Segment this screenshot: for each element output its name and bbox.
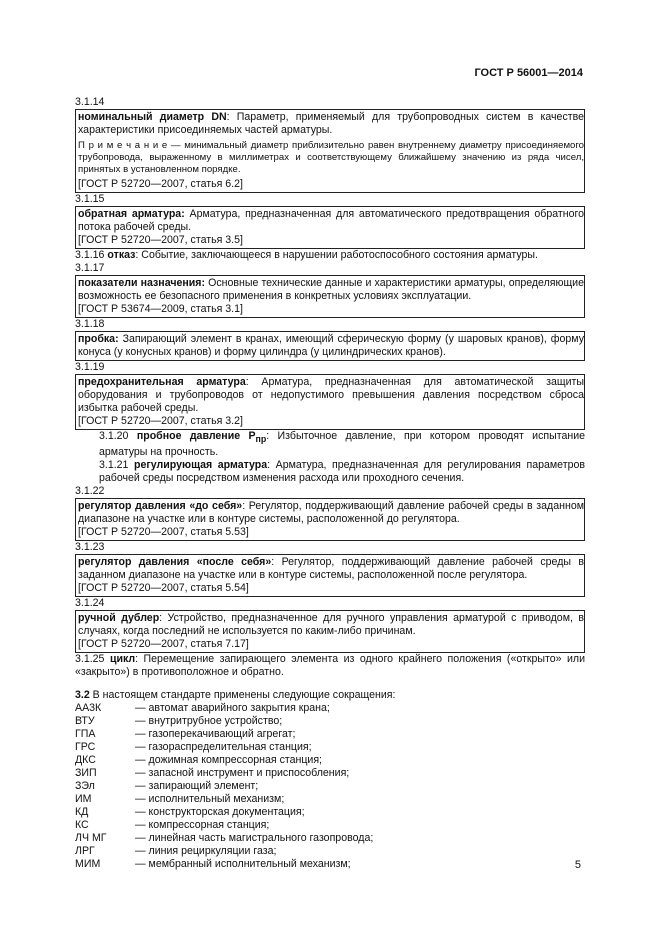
entry-number: 3.1.22 — [75, 485, 105, 498]
abbreviation: КД — [75, 806, 89, 819]
definition-text: Арматура, предназначенная для автоматического предотвращения обратного потока рабочей среды. — [78, 208, 584, 233]
abbreviation-meaning: — автомат аварийного закрытия крана; — [135, 702, 330, 715]
entry-number: 3.1.23 — [75, 541, 105, 554]
inline-entry — [75, 249, 585, 262]
definition-box — [75, 374, 585, 430]
inline-entry — [75, 459, 585, 485]
abbreviation: ЛЧ МГ — [75, 832, 107, 845]
abbreviation: ЗЭл — [75, 780, 95, 793]
term: отказ — [107, 249, 136, 261]
abbreviation-meaning: — конструкторская документация; — [135, 806, 305, 819]
definition-box — [75, 610, 585, 653]
entry-number: 3.1.16 — [75, 249, 105, 261]
entry-number: 3.1.14 — [75, 96, 105, 108]
abbreviation: МИМ — [75, 858, 101, 871]
entry-number: 3.1.18 — [75, 318, 105, 330]
abbreviation: ДКС — [75, 754, 96, 767]
abbreviation-meaning: — запирающий элемент; — [135, 780, 259, 793]
term: обратная арматура: — [78, 208, 185, 220]
document-header: ГОСТ Р 56001—2014 — [474, 67, 583, 79]
definition-text: Запирающий элемент в кранах, имеющий сферическую форму (у шаровых кранов), форму конуса (у конусных кранов) и форму цилиндра (у цилиндрических кранов). — [78, 333, 584, 358]
abbreviation-meaning: — мембранный исполнительный механизм; — [135, 858, 351, 871]
abbreviation: АА3К — [75, 702, 102, 715]
definition-text: : Перемещение запирающего элемента из одного крайнего положения («открыто» или «закрыто») в противоположное и обратно. — [75, 653, 586, 679]
source-reference: [ГОСТ Р 53674—2009, статья 3.1] — [78, 303, 243, 315]
abbreviation-item — [75, 819, 585, 832]
document-body — [75, 96, 585, 871]
abbreviation-meaning: — линия рециркуляции газа; — [135, 845, 277, 858]
abbreviation: ВТУ — [75, 715, 95, 728]
term: пробное давление P — [136, 430, 256, 442]
abbreviation-meaning: — исполнительный механизм; — [135, 793, 285, 806]
term: пробка: — [78, 333, 119, 345]
definition-box — [75, 554, 585, 597]
abbreviation-item — [75, 702, 585, 715]
definition-text: : Арматура, предназначенная для автоматической защиты оборудования и трубопроводов от недопустимого превышения давления посредством сброса избытка рабочей среды. — [78, 376, 584, 414]
abbreviation-meaning: — газоперекачивающий агрегат; — [135, 728, 296, 741]
definition-text: : Регулятор, поддерживающий давление рабочей среды в заданном диапазоне на участке или в контуре системы, расположенной после регулятора. — [78, 556, 584, 582]
abbreviation-item — [75, 715, 585, 728]
source-reference: [ГОСТ Р 52720—2007, статья 3.5] — [78, 234, 243, 246]
term: предохранительная арматура — [78, 376, 246, 388]
definition-text: : Событие, заключающееся в нарушении работоспособного состояния арматуры. — [135, 249, 538, 261]
term: регулятор давления «до себя» — [78, 500, 243, 513]
term: номинальный диаметр DN — [78, 111, 227, 123]
source-reference: [ГОСТ Р 52720—2007, статья 6.2] — [78, 178, 243, 190]
abbreviations-intro-text: В настоящем стандарте применены следующие сокращения: — [89, 689, 396, 702]
term: регулятор давления «после себя» — [78, 556, 272, 569]
entry-number: 3.1.17 — [75, 262, 105, 274]
entry-number: 3.1.19 — [75, 361, 105, 373]
inline-entry — [75, 430, 585, 459]
term: показатели назначения: — [78, 277, 205, 289]
entry-number: 3.1.24 — [75, 597, 105, 610]
entry-number: 3.1.20 — [99, 430, 129, 442]
definition-text: : Избыточное давление, при котором проводят испытание арматуры на прочность. — [99, 430, 585, 459]
term-subscript: пр — [255, 434, 267, 445]
source-reference: [ГОСТ Р 52720—2007, статья 5.54] — [78, 582, 249, 595]
abbreviation: ГРС — [75, 741, 96, 754]
abbreviation: ГПА — [75, 728, 96, 741]
definition-box — [75, 275, 585, 318]
term: ручной дублер — [78, 612, 160, 625]
abbreviation-item — [75, 741, 585, 754]
term: регулирующая арматура — [134, 459, 268, 472]
abbreviation-item — [75, 858, 585, 871]
abbreviation-item — [75, 767, 585, 780]
abbreviation-item — [75, 728, 585, 741]
abbreviation: ЗИП — [75, 767, 97, 780]
abbreviation: КС — [75, 819, 89, 832]
abbreviation-meaning: — газораспределительная станция; — [135, 741, 312, 754]
term: цикл — [109, 653, 136, 666]
definition-text: Основные технические данные и характеристики арматуры, определяющие возможность ее безопасного применения в конкретных условиях эксплуатации. — [78, 277, 584, 302]
definition-box — [75, 498, 585, 541]
abbreviations-intro — [75, 689, 585, 702]
source-reference: [ГОСТ Р 52720—2007, статья 7.17] — [78, 638, 249, 651]
definition-text: : Арматура, предназначенная для регулирования параметров рабочей среды посредством изменения расхода или проходного сечения. — [99, 459, 585, 485]
definition-text: : Регулятор, поддерживающий давление рабочей среды в заданном диапазоне на участке или в контуре системы, расположенной до регулятора. — [78, 500, 584, 526]
abbreviations-list — [75, 702, 585, 871]
abbreviation-meaning: — линейная часть магистрального газопровода; — [135, 832, 374, 845]
entry-number: 3.1.25 — [75, 653, 105, 666]
definition-box — [75, 331, 585, 361]
abbreviation: ИМ — [75, 793, 92, 806]
source-reference: [ГОСТ Р 52720—2007, статья 3.2] — [78, 415, 243, 427]
abbreviation-meaning: — компрессорная станция; — [135, 819, 270, 832]
note: П р и м е ч а н и е — минимальный диаметр приблизительно равен внутреннему диаметру присоединяемого трубопровода, выраженному в миллиметрах и соответствующему ближайшему значению из ряда чисел, принятых в установленном порядке. — [78, 140, 584, 175]
entry-number: 3.1.15 — [75, 193, 105, 205]
entry-number: 3.1.21 — [99, 459, 129, 472]
abbreviation: ЛРГ — [75, 845, 95, 858]
abbreviation-item — [75, 780, 585, 793]
abbreviation-item — [75, 754, 585, 767]
page-number: 5 — [574, 859, 581, 871]
definition-text: : Параметр, применяемый для трубопроводных систем в качестве характеристики присоединяемых частей арматуры. — [78, 111, 585, 136]
abbreviation-item — [75, 793, 585, 806]
section-number: 3.2 — [75, 689, 90, 702]
abbreviation-meaning: — запасной инструмент и приспособления; — [135, 767, 350, 780]
definition-box — [75, 206, 585, 249]
abbreviation-item — [75, 806, 585, 819]
abbreviation-item — [75, 832, 585, 845]
definition-text: : Устройство, предназначенное для ручного управления арматурой с приводом, в случаях, когда последний не используется по каким-либо причинам. — [78, 612, 584, 638]
inline-entry — [75, 653, 585, 679]
abbreviation-item — [75, 845, 585, 858]
abbreviation-meaning: — дожимная компрессорная станция; — [135, 754, 323, 767]
definition-box — [75, 109, 585, 193]
source-reference: [ГОСТ Р 52720—2007, статья 5.53] — [78, 526, 249, 539]
abbreviation-meaning: — внутритрубное устройство; — [135, 715, 283, 728]
